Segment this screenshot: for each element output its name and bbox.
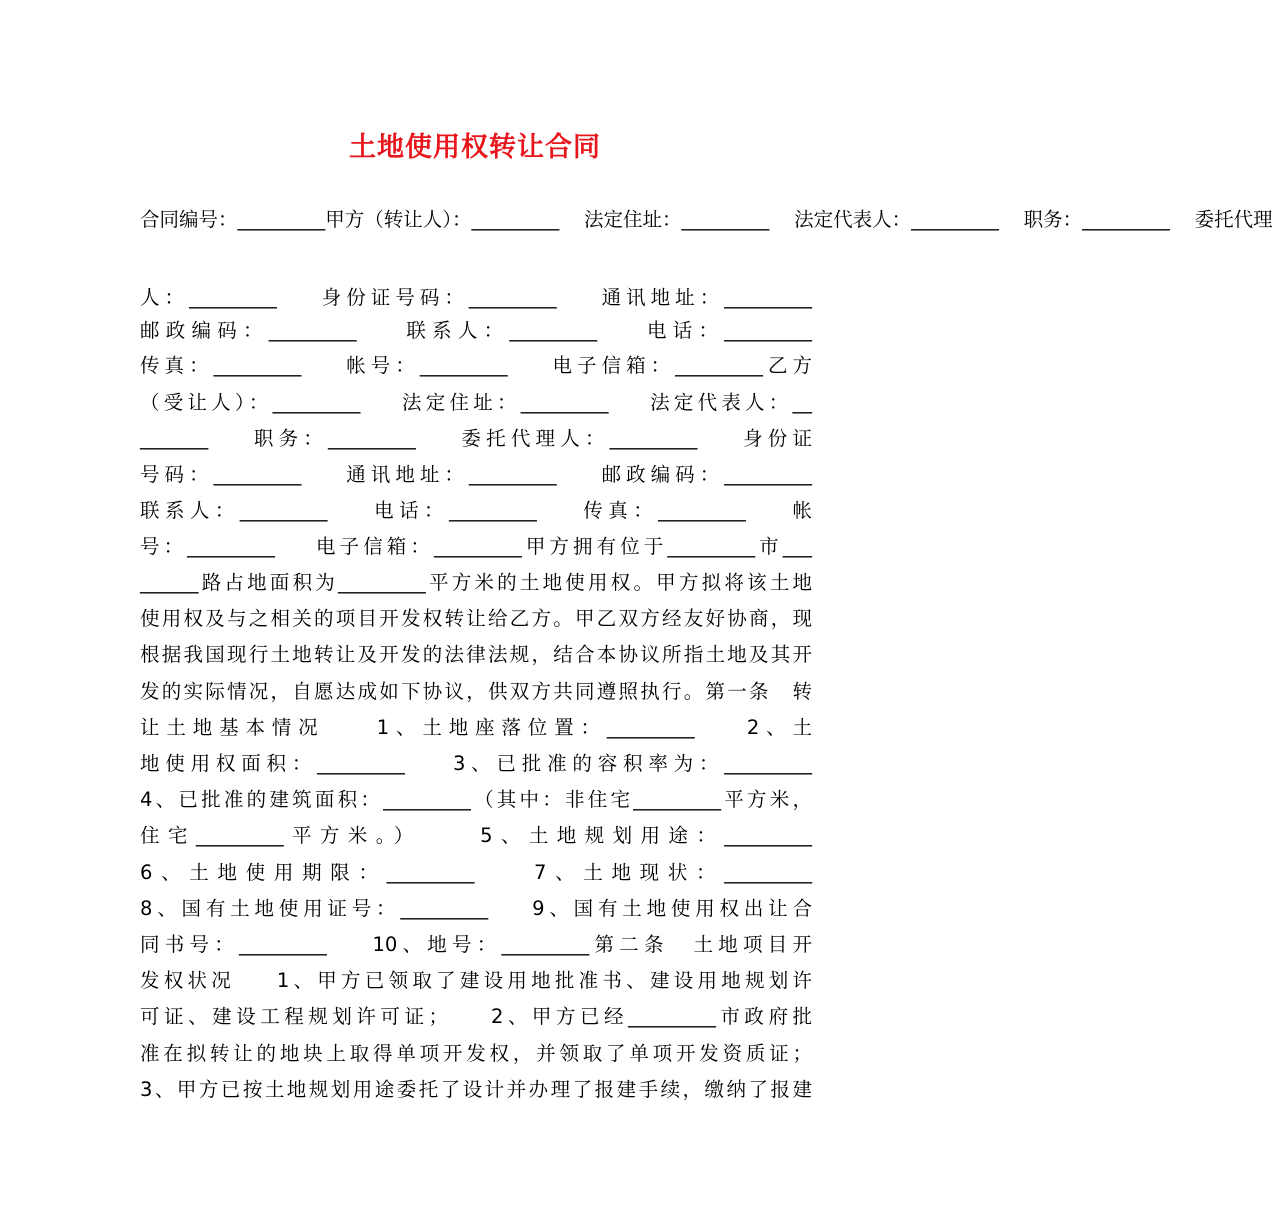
- document-title: 土地使用权转让合同: [349, 132, 601, 163]
- body-line: 让土地基本情况 1、土地座落位置：_________ 2、土: [140, 716, 812, 739]
- body-line: （受让人）：_________ 法定住址：_________ 法定代表人：__: [140, 391, 812, 414]
- body-line: 使用权及与之相关的项目开发权转让给乙方。甲乙双方经友好协商，现: [140, 607, 812, 630]
- body-line: 地使用权面积：_________ 3、已批准的容积率为：_________: [140, 752, 812, 775]
- body-line: 住宅_________平方米。） 5、土地规划用途：_________: [140, 824, 812, 847]
- body-line: 发权状况 1、甲方已领取了建设用地批准书、建设用地规划许: [140, 969, 812, 992]
- body-line: 同书号：_________ 10、地号：_________第二条 土地项目开: [140, 933, 812, 956]
- body-line: 准在拟转让的地块上取得单项开发权，并领取了单项开发资质证；: [140, 1042, 812, 1065]
- body-line: 可证、建设工程规划许可证； 2、甲方已经_________市政府批: [140, 1005, 812, 1028]
- body-line: 6、土地使用期限：_________ 7、土地现状：_________: [140, 861, 812, 884]
- body-line: 人：_________ 身份证号码：_________ 通讯地址：_________: [140, 286, 812, 309]
- body-line: 邮政编码：_________ 联系人：_________ 电话：_________: [140, 319, 812, 342]
- body-line: 根据我国现行土地转让及开发的法律法规，结合本协议所指土地及其开: [140, 643, 812, 666]
- body-line: 号码：_________ 通讯地址：_________ 邮政编码：_________: [140, 463, 812, 486]
- body-line: 8、国有土地使用证号：_________ 9、国有土地使用权出让合: [140, 897, 812, 920]
- body-line: 发的实际情况，自愿达成如下协议，供双方共同遵照执行。第一条 转: [140, 680, 812, 703]
- body-line: 3、甲方已按土地规划用途委托了设计并办理了报建手续，缴纳了报建: [140, 1078, 812, 1101]
- body-line: ______路占地面积为_________平方米的土地使用权。甲方拟将该土地: [140, 571, 812, 594]
- body-line: 传真：_________ 帐号：_________ 电子信箱：_________乙方: [140, 354, 812, 377]
- body-line: 合同编号：_________甲方（转让人）：_________ 法定住址：_________ 法定代表人：_________ 职务：_________ 委托代理: [140, 208, 1273, 231]
- body-line: 4、已批准的建筑面积：_________（其中：非住宅_________平方米，: [140, 788, 812, 811]
- body-line: _______ 职务：_________ 委托代理人：_________ 身份证: [140, 427, 812, 450]
- body-line: 号：_________ 电子信箱：_________甲方拥有位于_________市___: [140, 535, 812, 558]
- body-line: 联系人：_________ 电话：_________ 传真：_________ 帐: [140, 499, 812, 522]
